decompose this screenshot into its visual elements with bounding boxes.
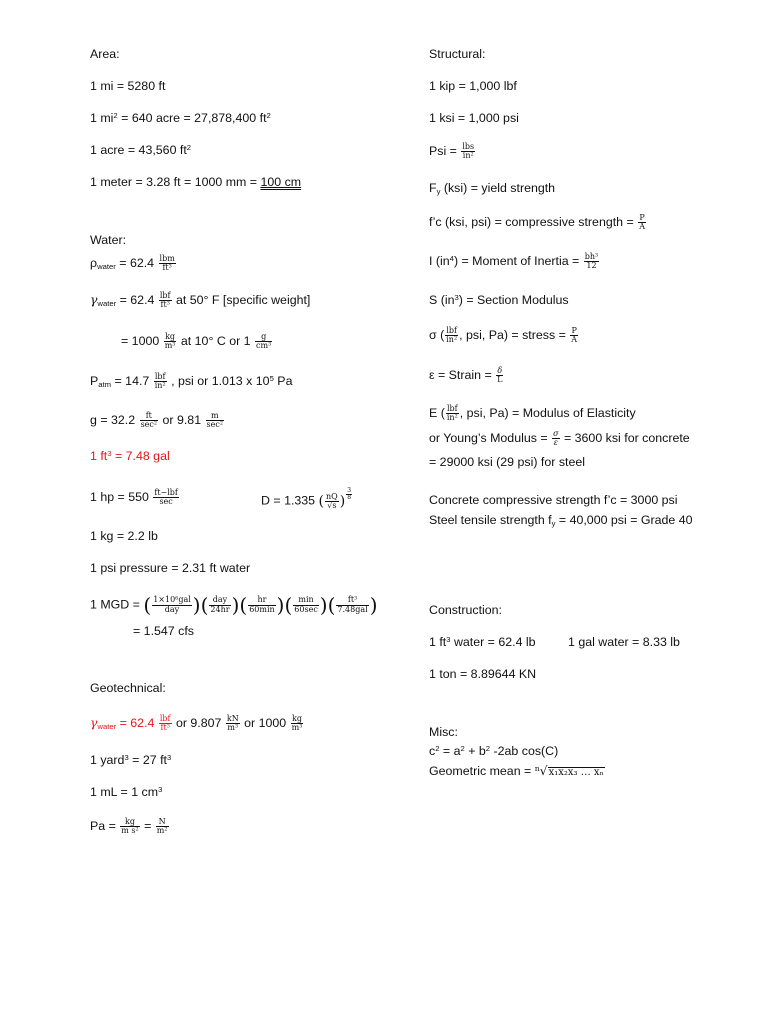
area-sq-mile: 1 $mi^2 = 640$ acre = 27,878,400 $ft^2$ — [90, 110, 271, 125]
struct-youngs-modulus: or Young’s Modulus = $\frac{\sigma}{\varepsilon}$ = 3600 ksi for concrete — [429, 429, 690, 448]
struct-steel-tensile: Steel tensile strength $f_y = 40,000$ psi = Grade 40 — [429, 513, 693, 528]
geo-unit-weight: $\gamma_{water} = 62.4$ $\frac{\text{lbf}}{ft^3}$ or 9.807 $\frac{kN}{m^3}$ or 1000 $\frac{kg}{m^3}$ — [90, 714, 303, 733]
water-density: $\rho_{water} = 62.4$ $\frac{\text{lbm}}{ft^3}$ — [90, 254, 175, 273]
struct-stress: σ ( $\frac{\text{lbf}}{in^2}$ , psi, Pa) = stress = $\frac{P}{A}$ — [429, 326, 578, 345]
water-mgd: 1 MGD = ( $\frac{1\times 10^6gal}{\text{day}}$ )( $\frac{\text{day}}{24hr}$ )( $\frac{hr}{60\min}$ )( $\frac{\min}{60\sec}$ )( $\frac{ft^3}{\text{7.48gal}}$ ) — [90, 593, 378, 617]
water-kg-lb: 1 kg = 2.2 lb — [90, 529, 158, 543]
area-meter: 1 meter = 3.28 ft = 1000 mm = 100 cm — [90, 175, 302, 189]
water-atm-pressure: $P_{atm} = 14.7$ $\frac{\text{lbf}}{in^2}$ , psi or 1.013 x $10^5$ Pa — [90, 372, 293, 391]
struct-modulus-of-elasticity: E ( $\frac{\text{lbf}}{in^2}$ , psi, Pa) = Modulus of Elasticity — [429, 404, 636, 423]
construction-ton: 1 ton = 8.89644 KN — [429, 667, 537, 681]
water-horsepower: 1 hp = 550 $\frac{\text{ft−lbf}}{\sec}$ — [90, 488, 178, 507]
struct-compressive-strength: f’c (ksi, psi) = compressive strength = $\frac{P}{A}$ — [429, 213, 645, 232]
area-heading: Area: — [90, 47, 120, 61]
water-gallons: 1 $ft^3 = 7.48$ gal — [90, 448, 170, 463]
geo-pascal: Pa = $\frac{kg}{m s^2}$ = $\frac{N}{m^2}$ — [90, 817, 168, 836]
misc-geometric-mean: Geometric mean = $^n$√x₁x₂x₃ … xₙ — [429, 763, 604, 778]
water-heading: Water: — [90, 233, 127, 247]
struct-strain: ε = Strain = $\frac{\delta}{L}$ — [429, 366, 503, 385]
struct-concrete-strength: Concrete compressive strength f’c = 3000 psi — [429, 493, 678, 507]
struct-steel-modulus: = 29000 ksi (29 psi) for steel — [429, 455, 585, 469]
area-mile-feet: 1 mi = 5280 ft — [90, 79, 166, 93]
construction-gallon-weight: 1 gal water = 8.33 lb — [568, 635, 680, 649]
structural-heading: Structural: — [429, 47, 486, 61]
area-acre: 1 acre = 43,560 $ft^2$ — [90, 142, 192, 157]
misc-law-of-cosines: $c^2 = a^2 + b^2$ -2ab cos(C) — [429, 743, 559, 758]
water-psi-head: 1 psi pressure = 2.31 ft water — [90, 561, 251, 575]
struct-yield-strength: $F_y$ (ksi) = yield strength — [429, 181, 556, 196]
geo-milliliter: 1 mL = 1 $cm^3$ — [90, 784, 163, 799]
geotechnical-heading: Geotechnical: — [90, 681, 166, 695]
water-d-formula: D = 1.335 ( $\frac{nQ}{√s}$ ) $\frac{3}{8}$ — [261, 487, 352, 510]
struct-section-modulus: S $(in^3)$ = Section Modulus — [429, 292, 569, 307]
water-specific-weight: $\gamma_{water} = 62.4$ $\frac{\text{lbf}}{ft^3}$ at 50° F [specific weight] — [90, 291, 311, 310]
water-specific-weight-si: = 1000 $\frac{kg}{m^3}$ at 10° C or 1 $\frac{g}{cm^3}$ — [121, 332, 272, 351]
construction-water-weight: 1 $ft^3$ water = 62.4 lb — [429, 634, 536, 649]
struct-psi-definition: Psi = $\frac{\text{lbs}}{in^2}$ — [429, 142, 475, 161]
water-gravity: g = 32.2 $\frac{ft}{\sec^2}$ or 9.81 $\frac{m}{\sec^2}$ — [90, 411, 224, 430]
geo-cubic-yard: 1 yard$^3$ = 27 $ft^3$ — [90, 752, 172, 767]
struct-ksi: 1 ksi = 1,000 psi — [429, 111, 519, 125]
struct-moment-of-inertia: I $(in^4)$ = Moment of Inertia = $\frac{bh^3}{12}$ — [429, 252, 599, 271]
struct-kip: 1 kip = 1,000 lbf — [429, 79, 517, 93]
water-mgd-result: = 1.547 cfs — [133, 624, 194, 638]
misc-heading: Misc: — [429, 725, 458, 739]
construction-heading: Construction: — [429, 603, 503, 617]
